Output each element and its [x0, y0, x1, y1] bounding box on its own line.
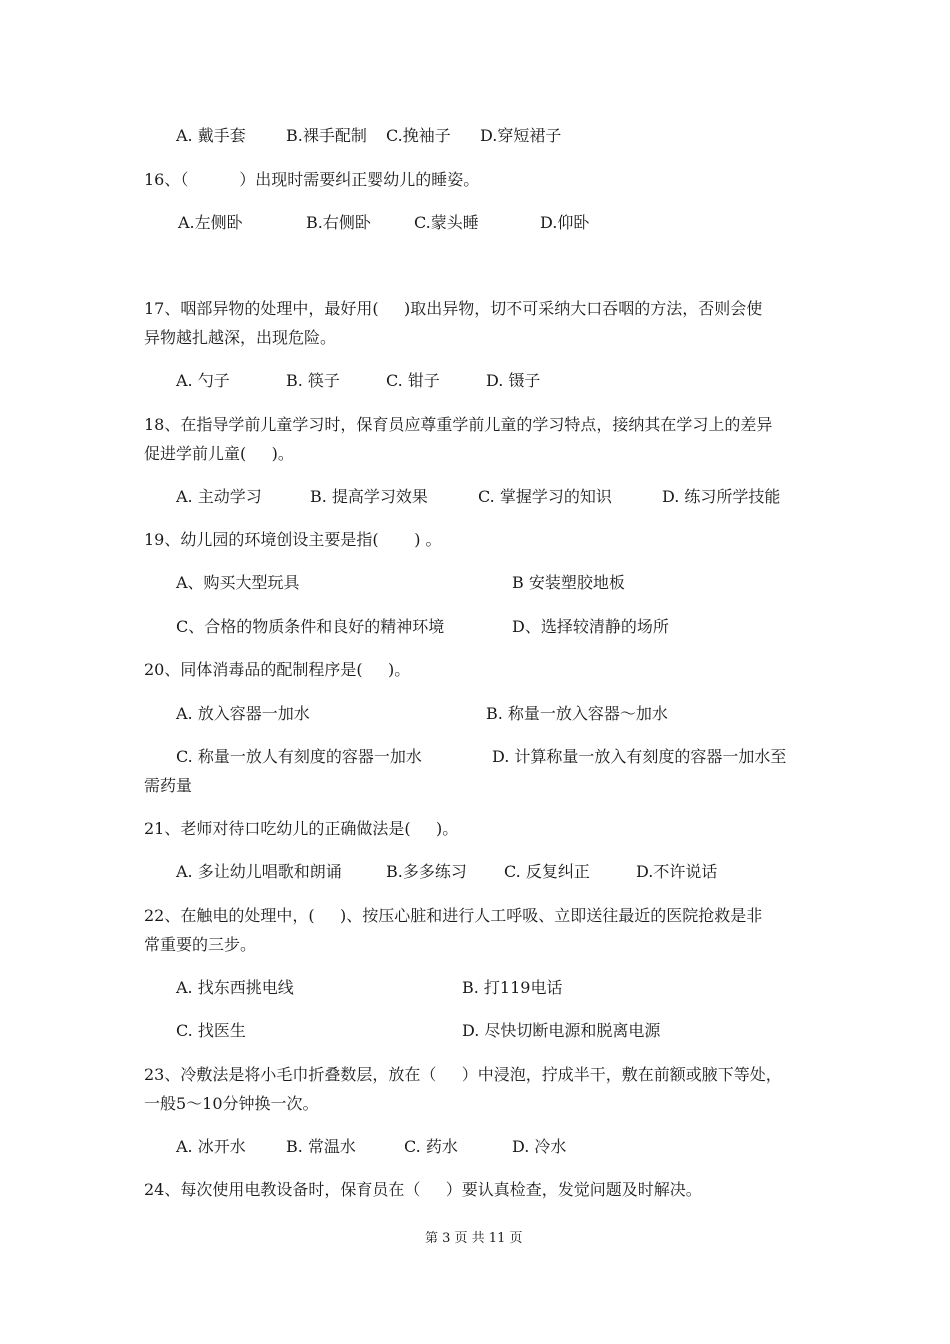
q21-option-c: C. 反复纠正 [504, 862, 590, 881]
q19-option-d: D、选择较清静的场所 [512, 617, 669, 636]
q17-option-b: B. 筷子 [286, 371, 340, 390]
q23-option-b: B. 常温水 [286, 1137, 356, 1156]
q16-option-c: C.蒙头睡 [414, 213, 479, 232]
q18-text-line2: 促进学前儿童( )。 [144, 444, 294, 463]
q17-text-line2: 异物越扎越深，出现危险。 [144, 328, 337, 347]
q20-text: 20、同体消毒品的配制程序是( )。 [144, 660, 411, 679]
q18-option-b: B. 提高学习效果 [310, 487, 428, 506]
q19-option-b: B 安装塑胶地板 [512, 573, 625, 592]
q20-option-a: A. 放入容器一加水 [176, 704, 310, 723]
q17-option-d: D. 镊子 [486, 371, 541, 390]
q17-text-line1: 17、咽部异物的处理中，最好用( )取出异物，切不可采纳大口吞咽的方法，否则会使 [144, 299, 763, 318]
q22-text-line1: 22、在触电的处理中，( )、按压心脏和进行人工呼吸、立即送往最近的医院抢救是非 [144, 906, 763, 925]
q15-option-a: A. 戴手套 [176, 126, 246, 145]
q16-option-b: B.右侧卧 [306, 213, 371, 232]
q18-text-line1: 18、在指导学前儿童学习时，保育员应尊重学前儿童的学习特点，接纳其在学习上的差异 [144, 415, 773, 434]
q22-option-b: B. 打119电话 [462, 978, 563, 997]
q16-option-a: A.左侧卧 [178, 213, 243, 232]
q17-option-a: A. 勺子 [176, 371, 230, 390]
q19-option-a: A、购买大型玩具 [176, 573, 300, 592]
q15-option-c: C.挽袖子 [386, 126, 451, 145]
q23-text-line2: 一般5～10分钟换一次。 [144, 1094, 319, 1113]
q22-option-a: A. 找东西挑电线 [176, 978, 294, 997]
q20-option-b: B. 称量一放入容器～加水 [486, 704, 668, 723]
q17-option-c: C. 钳子 [386, 371, 440, 390]
q16-option-d: D.仰卧 [540, 213, 590, 232]
q23-text-line1: 23、冷敷法是将小毛巾折叠数层，放在（ ）中浸泡，拧成半干，敷在前额或腋下等处， [144, 1065, 782, 1084]
q19-text: 19、幼儿园的环境创设主要是指( ) 。 [144, 530, 442, 549]
q21-option-b: B.多多练习 [386, 862, 467, 881]
page-number: 第 3 页 共 11 页 [425, 1231, 523, 1246]
q22-option-d: D. 尽快切断电源和脱离电源 [462, 1021, 661, 1040]
q21-text: 21、老师对待口吃幼儿的正确做法是( )。 [144, 819, 459, 838]
q20-option-c: C. 称量一放人有刻度的容器一加水 [176, 747, 422, 766]
q22-option-c: C. 找医生 [176, 1021, 246, 1040]
q23-option-a: A. 冰开水 [176, 1137, 246, 1156]
q21-option-a: A. 多让幼儿唱歌和朗诵 [176, 862, 342, 881]
q23-option-c: C. 药水 [404, 1137, 458, 1156]
q19-option-c: C、合格的物质条件和良好的精神环境 [176, 617, 445, 636]
q15-option-d: D.穿短裙子 [480, 126, 562, 145]
q15-option-b: B.裸手配制 [286, 126, 367, 145]
q21-option-d: D.不许说话 [636, 862, 718, 881]
q18-option-c: C. 掌握学习的知识 [478, 487, 612, 506]
q18-option-d: D. 练习所学技能 [662, 487, 781, 506]
q23-option-d: D. 冷水 [512, 1137, 567, 1156]
q18-option-a: A. 主动学习 [176, 487, 262, 506]
q22-text-line2: 常重要的三步。 [144, 935, 257, 954]
q20-option-d-continued: 需药量 [144, 776, 193, 795]
q24-text: 24、每次使用电教设备时，保育员在（ ）要认真检查，发觉问题及时解决。 [144, 1180, 702, 1199]
q16-text: 16、（ ）出现时需要纠正婴幼儿的睡姿。 [144, 170, 480, 189]
q20-option-d: D. 计算称量一放入有刻度的容器一加水至 [492, 747, 787, 766]
